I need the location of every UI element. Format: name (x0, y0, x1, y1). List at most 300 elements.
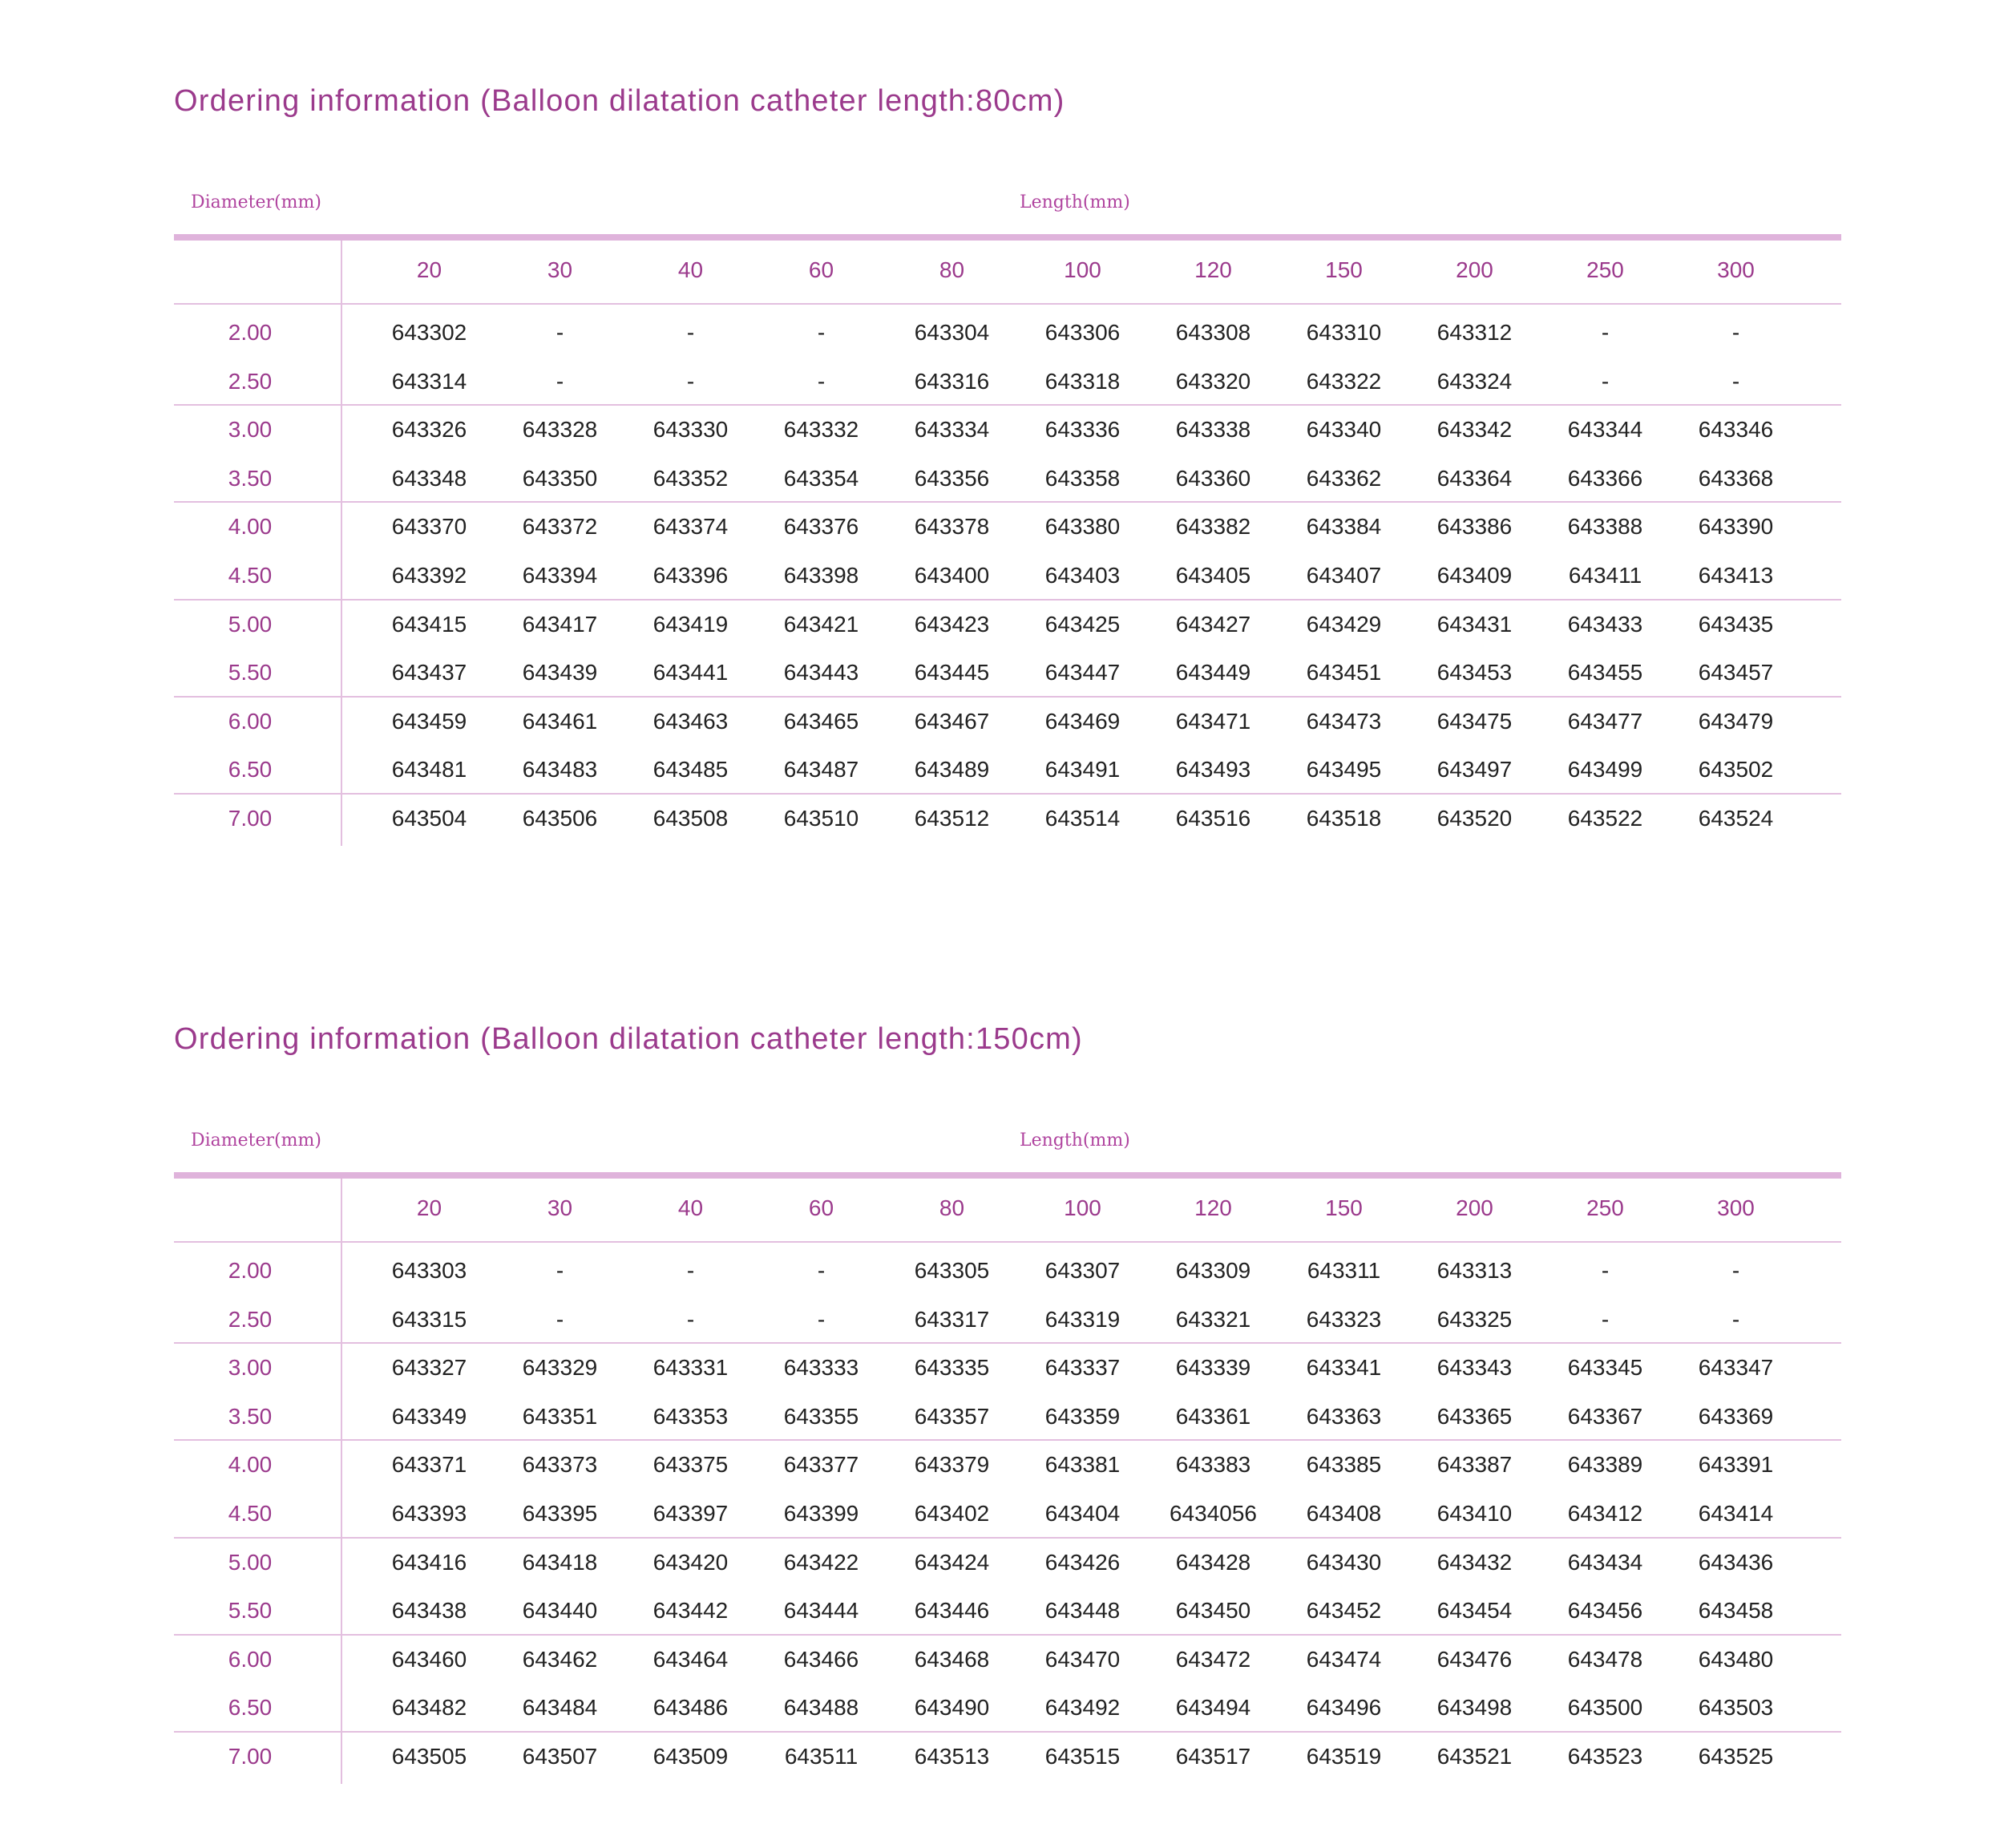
catalog-number: 643409 (1436, 563, 1513, 588)
diameter-value: 2.00 (228, 320, 273, 345)
catalog-number: 643507 (522, 1744, 598, 1769)
catalog-number: 643350 (522, 465, 598, 491)
catalog-number: 643494 (1175, 1695, 1251, 1721)
catalog-number: 643363 (1306, 1403, 1382, 1429)
length-header: 150 (1325, 257, 1363, 282)
catalog-number: - (1601, 320, 1610, 345)
row-group-rule (174, 501, 1841, 503)
catalog-number: 643510 (783, 806, 859, 831)
catalog-number: - (1731, 368, 1740, 394)
diameter-value: 5.50 (228, 1598, 273, 1624)
catalog-number: 643347 (1698, 1355, 1774, 1381)
catalog-number: 643365 (1436, 1403, 1513, 1429)
catalog-number: 6434056 (1169, 1501, 1257, 1526)
catalog-number: 643351 (522, 1403, 598, 1429)
catalog-number: 643366 (1567, 465, 1643, 491)
catalog-number: 643432 (1436, 1549, 1513, 1575)
catalog-number: 643333 (783, 1355, 859, 1381)
catalog-number: 643395 (522, 1501, 598, 1526)
catalog-number: 643336 (1044, 417, 1121, 443)
catalog-number: 643420 (652, 1549, 729, 1575)
catalog-number: 643516 (1175, 806, 1251, 831)
catalog-number: 643317 (914, 1306, 990, 1332)
diameter-value: 2.00 (228, 1258, 273, 1283)
catalog-number: 643404 (1044, 1501, 1121, 1526)
catalog-number: 643434 (1567, 1549, 1643, 1575)
catalog-number: 643322 (1306, 368, 1382, 394)
catalog-number: 643463 (652, 708, 729, 734)
catalog-number: 643325 (1436, 1306, 1513, 1332)
catalog-number: 643315 (391, 1306, 467, 1332)
catalog-number: 643444 (783, 1598, 859, 1624)
catalog-number: 643467 (914, 708, 990, 734)
catalog-number: 643474 (1306, 1646, 1382, 1672)
catalog-number: 643482 (391, 1695, 467, 1721)
catalog-number: 643521 (1436, 1744, 1513, 1769)
diameter-value: 3.50 (228, 1403, 273, 1429)
catalog-number: 643477 (1567, 708, 1643, 734)
catalog-number: 643460 (391, 1646, 467, 1672)
length-header: 80 (939, 1195, 965, 1220)
catalog-number: 643411 (1568, 563, 1642, 588)
catalog-number: 643357 (914, 1403, 990, 1429)
catalog-number: 643384 (1306, 514, 1382, 540)
catalog-number: 643314 (391, 368, 467, 394)
catalog-number: 643386 (1436, 514, 1513, 540)
catalog-number: 643397 (652, 1501, 729, 1526)
catalog-number: 643430 (1306, 1549, 1382, 1575)
catalog-number: 643429 (1306, 611, 1382, 637)
row-group-rule (174, 599, 1841, 601)
catalog-number: 643457 (1698, 660, 1774, 686)
catalog-number: 643424 (914, 1549, 990, 1575)
catalog-number: 643342 (1436, 417, 1513, 443)
catalog-number: 643355 (783, 1403, 859, 1429)
catalog-number: - (686, 1306, 695, 1332)
catalog-number: 643398 (783, 563, 859, 588)
catalog-number: 643437 (391, 660, 467, 686)
catalog-number: 643426 (1044, 1549, 1121, 1575)
catalog-number: 643382 (1175, 514, 1251, 540)
catalog-number: 643341 (1306, 1355, 1382, 1381)
catalog-number: 643476 (1436, 1646, 1513, 1672)
catalog-number: 643518 (1306, 806, 1382, 831)
catalog-number: 643308 (1175, 320, 1251, 345)
length-header: 150 (1325, 1195, 1363, 1220)
catalog-number: - (1731, 1306, 1740, 1332)
catalog-number: - (1601, 368, 1610, 394)
catalog-number: 643452 (1306, 1598, 1382, 1624)
length-header: 30 (547, 257, 573, 282)
catalog-number: 643345 (1567, 1355, 1643, 1381)
catalog-number: 643450 (1175, 1598, 1251, 1624)
catalog-number: 643328 (522, 417, 598, 443)
catalog-number: 643348 (391, 465, 467, 491)
catalog-number: 643413 (1698, 563, 1774, 588)
length-header: 200 (1456, 257, 1493, 282)
catalog-number: 643331 (652, 1355, 729, 1381)
catalog-number: 643461 (522, 708, 598, 734)
catalog-number: 643425 (1044, 611, 1121, 637)
table-top-rule (174, 1172, 1841, 1179)
diameter-value: 3.00 (228, 417, 273, 443)
catalog-number: 643519 (1306, 1744, 1382, 1769)
catalog-number: 643414 (1698, 1501, 1774, 1526)
catalog-number: - (1731, 1258, 1740, 1283)
length-header: 80 (939, 257, 965, 282)
catalog-number: 643346 (1698, 417, 1774, 443)
catalog-number: 643338 (1175, 417, 1251, 443)
table-top-rule (174, 234, 1841, 241)
catalog-number: - (817, 368, 826, 394)
catalog-number: 643493 (1175, 757, 1251, 783)
catalog-number: 643503 (1698, 1695, 1774, 1721)
catalog-number: - (686, 1258, 695, 1283)
catalog-number: 643307 (1044, 1258, 1121, 1283)
column-divider (341, 1179, 342, 1784)
catalog-number: 643506 (522, 806, 598, 831)
catalog-number: 643500 (1567, 1695, 1643, 1721)
catalog-number: 643400 (914, 563, 990, 588)
diameter-label: Diameter(mm) (191, 1130, 321, 1151)
catalog-number: 643415 (391, 611, 467, 637)
catalog-number: 643313 (1436, 1258, 1513, 1283)
catalog-number: 643497 (1436, 757, 1513, 783)
length-header: 20 (416, 257, 442, 282)
ordering-table-section (174, 1022, 1841, 1824)
catalog-number: 643375 (652, 1452, 729, 1478)
catalog-number: 643394 (522, 563, 598, 588)
catalog-number: 643371 (391, 1452, 467, 1478)
catalog-number: 643339 (1175, 1355, 1251, 1381)
catalog-number: 643393 (391, 1501, 467, 1526)
catalog-number: 643352 (652, 465, 729, 491)
row-group-rule (174, 793, 1841, 795)
header-bottom-rule (174, 1241, 1841, 1243)
catalog-number: 643323 (1306, 1306, 1382, 1332)
length-header: 30 (547, 1195, 573, 1220)
catalog-number: 643321 (1175, 1306, 1251, 1332)
length-label: Length(mm) (1020, 192, 1130, 212)
row-group-rule (174, 1439, 1841, 1441)
length-header: 120 (1194, 257, 1232, 282)
catalog-number: 643447 (1044, 660, 1121, 686)
catalog-number: 643442 (652, 1598, 729, 1624)
catalog-number: 643441 (652, 660, 729, 686)
catalog-number: 643373 (522, 1452, 598, 1478)
catalog-number: 643514 (1044, 806, 1121, 831)
catalog-number: 643428 (1175, 1549, 1251, 1575)
catalog-number: 643330 (652, 417, 729, 443)
diameter-value: 5.00 (228, 1549, 273, 1575)
catalog-number: 643523 (1567, 1744, 1643, 1769)
catalog-number: 643454 (1436, 1598, 1513, 1624)
diameter-value: 2.50 (228, 368, 273, 394)
diameter-value: 4.00 (228, 514, 273, 540)
catalog-number: 643466 (783, 1646, 859, 1672)
catalog-number: 643436 (1698, 1549, 1774, 1575)
catalog-number: 643487 (783, 757, 859, 783)
catalog-number: 643370 (391, 514, 467, 540)
catalog-number: 643318 (1044, 368, 1121, 394)
catalog-number: 643332 (783, 417, 859, 443)
catalog-number: 643344 (1567, 417, 1643, 443)
row-group-rule (174, 1634, 1841, 1636)
catalog-number: 643502 (1698, 757, 1774, 783)
catalog-number: 643422 (783, 1549, 859, 1575)
diameter-label: Diameter(mm) (191, 192, 321, 212)
diameter-value: 3.00 (228, 1355, 273, 1381)
catalog-number: 643416 (391, 1549, 467, 1575)
catalog-number: 643511 (784, 1744, 859, 1769)
catalog-number: 643311 (1307, 1258, 1381, 1283)
catalog-number: 643360 (1175, 465, 1251, 491)
length-header: 40 (677, 1195, 704, 1220)
length-header: 100 (1064, 1195, 1101, 1220)
catalog-number: 643509 (652, 1744, 729, 1769)
catalog-number: 643381 (1044, 1452, 1121, 1478)
catalog-number: 643417 (522, 611, 598, 637)
length-header: 120 (1194, 1195, 1232, 1220)
catalog-number: 643310 (1306, 320, 1382, 345)
catalog-number: - (817, 1258, 826, 1283)
catalog-number: 643451 (1306, 660, 1382, 686)
catalog-number: 643304 (914, 320, 990, 345)
catalog-number: 643327 (391, 1355, 467, 1381)
catalog-number: 643499 (1567, 757, 1643, 783)
catalog-number: 643464 (652, 1646, 729, 1672)
catalog-number: 643524 (1698, 806, 1774, 831)
catalog-number: 643392 (391, 563, 467, 588)
catalog-number: 643359 (1044, 1403, 1121, 1429)
catalog-number: 643412 (1567, 1501, 1643, 1526)
diameter-value: 7.00 (228, 1744, 273, 1769)
catalog-number: 643513 (914, 1744, 990, 1769)
length-header: 20 (416, 1195, 442, 1220)
length-header: 60 (808, 257, 834, 282)
catalog-number: 643358 (1044, 465, 1121, 491)
diameter-value: 6.00 (228, 708, 273, 734)
catalog-number: 643319 (1044, 1306, 1121, 1332)
catalog-number: 643403 (1044, 563, 1121, 588)
catalog-number: 643448 (1044, 1598, 1121, 1624)
catalog-number: 643376 (783, 514, 859, 540)
catalog-number: 643309 (1175, 1258, 1251, 1283)
catalog-number: 643402 (914, 1501, 990, 1526)
catalog-number: 643354 (783, 465, 859, 491)
catalog-number: 643374 (652, 514, 729, 540)
catalog-number: 643377 (783, 1452, 859, 1478)
catalog-number: 643505 (391, 1744, 467, 1769)
catalog-number: 643418 (522, 1549, 598, 1575)
header-bottom-rule (174, 303, 1841, 305)
catalog-number: 643423 (914, 611, 990, 637)
catalog-number: 643379 (914, 1452, 990, 1478)
catalog-number: 643492 (1044, 1695, 1121, 1721)
length-header: 100 (1064, 257, 1101, 282)
catalog-number: 643469 (1044, 708, 1121, 734)
catalog-number: 643419 (652, 611, 729, 637)
diameter-value: 5.50 (228, 660, 273, 686)
catalog-number: - (686, 320, 695, 345)
catalog-number: 643475 (1436, 708, 1513, 734)
catalog-number: 643484 (522, 1695, 598, 1721)
catalog-number: 643440 (522, 1598, 598, 1624)
length-header: 300 (1717, 257, 1755, 282)
row-group-rule (174, 1342, 1841, 1344)
catalog-number: 643483 (522, 757, 598, 783)
catalog-number: 643387 (1436, 1452, 1513, 1478)
catalog-number: 643391 (1698, 1452, 1774, 1478)
catalog-number: 643449 (1175, 660, 1251, 686)
catalog-number: 643329 (522, 1355, 598, 1381)
catalog-number: 643445 (914, 660, 990, 686)
catalog-number: 643306 (1044, 320, 1121, 345)
catalog-number: 643367 (1567, 1403, 1643, 1429)
catalog-number: 643343 (1436, 1355, 1513, 1381)
length-header: 60 (808, 1195, 834, 1220)
catalog-number: 643465 (783, 708, 859, 734)
diameter-value: 3.50 (228, 465, 273, 491)
catalog-number: 643517 (1175, 1744, 1251, 1769)
catalog-number: 643468 (914, 1646, 990, 1672)
catalog-number: 643427 (1175, 611, 1251, 637)
catalog-number: 643324 (1436, 368, 1513, 394)
catalog-number: 643443 (783, 660, 859, 686)
catalog-number: 643337 (1044, 1355, 1121, 1381)
catalog-number: 643489 (914, 757, 990, 783)
catalog-number: - (1601, 1306, 1610, 1332)
length-header: 250 (1586, 1195, 1624, 1220)
catalog-number: 643353 (652, 1403, 729, 1429)
catalog-number: 643383 (1175, 1452, 1251, 1478)
catalog-number: - (1731, 320, 1740, 345)
row-group-rule (174, 404, 1841, 406)
length-header: 300 (1717, 1195, 1755, 1220)
catalog-number: 643320 (1175, 368, 1251, 394)
catalog-number: - (556, 368, 564, 394)
column-divider (341, 241, 342, 846)
catalog-number: 643368 (1698, 465, 1774, 491)
catalog-number: 643388 (1567, 514, 1643, 540)
catalog-number: 643462 (522, 1646, 598, 1672)
catalog-number: 643490 (914, 1695, 990, 1721)
length-header: 250 (1586, 257, 1624, 282)
catalog-number: 643508 (652, 806, 729, 831)
catalog-number: 643349 (391, 1403, 467, 1429)
catalog-number: 643399 (783, 1501, 859, 1526)
catalog-number: 643471 (1175, 708, 1251, 734)
catalog-number: - (1601, 1258, 1610, 1283)
catalog-number: 643435 (1698, 611, 1774, 637)
catalog-number: 643438 (391, 1598, 467, 1624)
length-label: Length(mm) (1020, 1130, 1130, 1151)
catalog-number: 643410 (1436, 1501, 1513, 1526)
row-group-rule (174, 1731, 1841, 1733)
catalog-number: 643385 (1306, 1452, 1382, 1478)
catalog-number: 643303 (391, 1258, 467, 1283)
catalog-number: 643340 (1306, 417, 1382, 443)
catalog-number: - (817, 1306, 826, 1332)
catalog-number: 643520 (1436, 806, 1513, 831)
catalog-number: 643439 (522, 660, 598, 686)
catalog-number: 643364 (1436, 465, 1513, 491)
catalog-number: 643389 (1567, 1452, 1643, 1478)
catalog-number: 643405 (1175, 563, 1251, 588)
catalog-number: 643335 (914, 1355, 990, 1381)
catalog-number: 643455 (1567, 660, 1643, 686)
catalog-number: 643326 (391, 417, 467, 443)
catalog-number: 643431 (1436, 611, 1513, 637)
catalog-number: 643488 (783, 1695, 859, 1721)
catalog-number: 643316 (914, 368, 990, 394)
length-header: 200 (1456, 1195, 1493, 1220)
catalog-number: 643378 (914, 514, 990, 540)
catalog-number: 643362 (1306, 465, 1382, 491)
row-group-rule (174, 1537, 1841, 1539)
catalog-number: 643485 (652, 757, 729, 783)
catalog-number: - (556, 1258, 564, 1283)
catalog-number: 643305 (914, 1258, 990, 1283)
ordering-table-section (174, 84, 1841, 886)
catalog-number: 643498 (1436, 1695, 1513, 1721)
catalog-number: - (556, 320, 564, 345)
catalog-number: 643390 (1698, 514, 1774, 540)
catalog-number: 643302 (391, 320, 467, 345)
catalog-number: 643504 (391, 806, 467, 831)
diameter-value: 7.00 (228, 806, 273, 831)
catalog-number: 643478 (1567, 1646, 1643, 1672)
catalog-number: 643470 (1044, 1646, 1121, 1672)
diameter-value: 4.00 (228, 1452, 273, 1478)
catalog-number: 643356 (914, 465, 990, 491)
catalog-number: - (556, 1306, 564, 1332)
row-group-rule (174, 696, 1841, 698)
catalog-number: 643472 (1175, 1646, 1251, 1672)
diameter-value: 4.50 (228, 1501, 273, 1526)
catalog-number: 643486 (652, 1695, 729, 1721)
catalog-number: 643369 (1698, 1403, 1774, 1429)
catalog-number: - (817, 320, 826, 345)
catalog-number: 643459 (391, 708, 467, 734)
length-header: 40 (677, 257, 704, 282)
catalog-number: 643491 (1044, 757, 1121, 783)
catalog-number: 643496 (1306, 1695, 1382, 1721)
catalog-number: 643453 (1436, 660, 1513, 686)
catalog-number: 643479 (1698, 708, 1774, 734)
diameter-value: 2.50 (228, 1306, 273, 1332)
catalog-number: 643522 (1567, 806, 1643, 831)
catalog-number: 643421 (783, 611, 859, 637)
diameter-value: 5.00 (228, 611, 273, 637)
catalog-number: 643480 (1698, 1646, 1774, 1672)
diameter-value: 6.00 (228, 1646, 273, 1672)
catalog-number: 643361 (1175, 1403, 1251, 1429)
catalog-number: 643473 (1306, 708, 1382, 734)
catalog-number: 643495 (1306, 757, 1382, 783)
diameter-value: 4.50 (228, 563, 273, 588)
diameter-value: 6.50 (228, 1695, 273, 1721)
catalog-number: 643396 (652, 563, 729, 588)
catalog-number: 643515 (1044, 1744, 1121, 1769)
catalog-number: - (686, 368, 695, 394)
catalog-number: 643380 (1044, 514, 1121, 540)
catalog-number: 643481 (391, 757, 467, 783)
catalog-number: 643512 (914, 806, 990, 831)
diameter-value: 6.50 (228, 757, 273, 783)
catalog-number: 643407 (1306, 563, 1382, 588)
catalog-number: 643334 (914, 417, 990, 443)
